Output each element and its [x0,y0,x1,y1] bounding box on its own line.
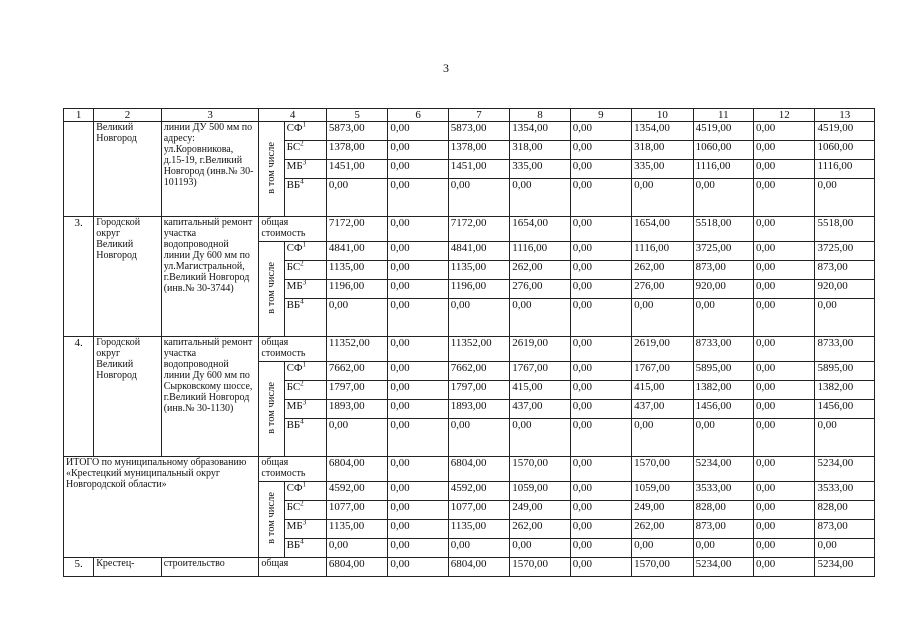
in-total-vertical-label [259,242,284,337]
value-cell: 0,00 [388,400,448,419]
value-cell: 5895,00 [693,362,753,381]
footnote-marker: 2 [300,140,304,148]
object-cell: линии ДУ 500 мм по адресу: ул.Коровникова, д.15-19, г.Великий Новгород (инв.№ 30-101193) [161,122,259,217]
value-cell: 262,00 [510,261,570,280]
value-cell: 1135,00 [326,520,387,539]
financing-table [63,108,875,577]
value-cell: 2619,00 [632,337,693,362]
footnote-marker: 2 [300,500,304,508]
value-cell: 0,00 [326,539,387,558]
value-cell: 0,00 [570,217,631,242]
district-cell: Великий Новгород [94,122,161,217]
value-cell: 1116,00 [815,160,875,179]
funding-code [284,261,326,280]
value-cell: 1797,00 [326,381,387,400]
value-cell: 11352,00 [326,337,387,362]
total-cost-label: общая стоимость [259,337,326,362]
value-cell: 0,00 [754,280,815,299]
value-cell: 0,00 [570,501,631,520]
in-total-text: в том числе [266,141,277,194]
value-cell: 0,00 [388,362,448,381]
value-cell: 1116,00 [510,242,570,261]
value-cell: 0,00 [570,381,631,400]
value-cell: 1797,00 [448,381,509,400]
value-cell: 7662,00 [326,362,387,381]
value-cell: 0,00 [754,381,815,400]
value-cell: 1767,00 [510,362,570,381]
value-cell: 0,00 [632,299,693,337]
value-cell: 8733,00 [693,337,753,362]
footnote-marker: 1 [302,361,307,369]
value-cell: 0,00 [570,261,631,280]
value-cell: 437,00 [632,400,693,419]
value-cell: 1893,00 [326,400,387,419]
footnote-marker: 3 [302,159,307,167]
value-cell: 5518,00 [693,217,753,242]
value-cell: 1893,00 [448,400,509,419]
value-cell: 1135,00 [326,261,387,280]
value-cell: 1116,00 [632,242,693,261]
value-cell: 1654,00 [510,217,570,242]
funding-code-label: МБ [286,520,303,532]
value-cell: 1451,00 [448,160,509,179]
value-cell: 6804,00 [448,558,509,577]
funding-code-label: СФ [286,242,303,254]
column-number: 4 [259,109,326,122]
value-cell: 0,00 [754,242,815,261]
value-cell: 0,00 [510,539,570,558]
column-number: 7 [448,109,509,122]
footnote-marker: 1 [302,241,307,249]
footnote-marker: 1 [302,481,307,489]
column-number-row [64,109,875,122]
value-cell: 1196,00 [326,280,387,299]
in-total-text: в том числе [266,492,277,544]
funding-code-label: МБ [286,280,303,292]
footnote-marker: 2 [300,380,304,388]
column-number: 13 [815,109,875,122]
value-cell: 318,00 [632,141,693,160]
footnote-marker: 3 [302,279,307,287]
value-cell: 0,00 [388,558,448,577]
funding-code [284,160,326,179]
funding-code-label: ВБ [286,419,301,431]
value-cell: 0,00 [570,337,631,362]
value-cell: 0,00 [570,520,631,539]
value-cell: 276,00 [510,280,570,299]
value-cell: 0,00 [388,179,448,217]
value-cell: 1382,00 [815,381,875,400]
value-cell: 0,00 [570,539,631,558]
funding-code [284,179,326,217]
value-cell: 0,00 [326,299,387,337]
value-cell: 1654,00 [632,217,693,242]
value-cell: 4519,00 [815,122,875,141]
value-cell: 0,00 [510,299,570,337]
value-cell: 873,00 [693,520,753,539]
funding-code [284,122,326,141]
value-cell: 1570,00 [632,457,693,482]
column-number: 1 [64,109,94,122]
value-cell: 0,00 [388,299,448,337]
value-cell: 920,00 [815,280,875,299]
district-cell: Городской округ Великий Новгород [94,337,161,457]
row-number: 3. [64,217,94,337]
column-number: 8 [510,109,570,122]
value-cell: 0,00 [754,261,815,280]
value-cell: 0,00 [632,539,693,558]
value-cell: 0,00 [754,457,815,482]
value-cell: 1060,00 [815,141,875,160]
value-cell: 6804,00 [448,457,509,482]
value-cell: 0,00 [815,419,875,457]
value-cell: 1570,00 [510,457,570,482]
value-cell: 828,00 [815,501,875,520]
funding-code [284,400,326,419]
value-cell: 0,00 [754,558,815,577]
value-cell: 262,00 [632,520,693,539]
value-cell: 0,00 [570,280,631,299]
value-cell: 4592,00 [326,482,387,501]
table-row [64,217,875,242]
value-cell: 335,00 [510,160,570,179]
object-cell: капитальный ремонт участка водопроводной линии Ду 600 мм по Сырковскому шоссе, г.Великий Новгород (инв.№ 30-1130) [161,337,259,457]
district-cell: Городской округ Великий Новгород [94,217,161,337]
funding-code-label: БС [286,501,301,513]
value-cell: 0,00 [388,501,448,520]
funding-code-label: БС [286,381,301,393]
funding-code-label: МБ [286,160,303,172]
footnote-marker: 4 [300,538,304,546]
page-number: 3 [443,61,449,75]
funding-code [284,280,326,299]
value-cell: 3533,00 [693,482,753,501]
value-cell: 1570,00 [510,558,570,577]
value-cell: 1135,00 [448,520,509,539]
value-cell: 0,00 [570,122,631,141]
value-cell: 0,00 [570,160,631,179]
value-cell: 0,00 [570,558,631,577]
funding-code-label: СФ [286,122,303,134]
funding-code [284,362,326,381]
value-cell: 1059,00 [632,482,693,501]
value-cell: 276,00 [632,280,693,299]
value-cell: 0,00 [754,141,815,160]
value-cell: 0,00 [448,179,509,217]
value-cell: 0,00 [693,539,753,558]
row-number: 5. [64,558,94,577]
value-cell: 335,00 [632,160,693,179]
funding-code-label: ВБ [286,539,301,551]
value-cell: 1135,00 [448,261,509,280]
funding-code [284,242,326,261]
value-cell: 1456,00 [815,400,875,419]
value-cell: 0,00 [448,539,509,558]
value-cell: 249,00 [510,501,570,520]
total-cost-label: общая [259,558,326,577]
value-cell: 415,00 [510,381,570,400]
row-number [64,122,94,217]
value-cell: 0,00 [326,179,387,217]
value-cell: 437,00 [510,400,570,419]
funding-code [284,381,326,400]
value-cell: 1570,00 [632,558,693,577]
value-cell: 4841,00 [448,242,509,261]
value-cell: 7662,00 [448,362,509,381]
value-cell: 0,00 [570,400,631,419]
value-cell: 1378,00 [326,141,387,160]
district-cell: Крестец- [94,558,161,577]
value-cell: 0,00 [693,179,753,217]
funding-code-label: ВБ [286,299,301,311]
value-cell: 6804,00 [326,457,387,482]
value-cell: 415,00 [632,381,693,400]
value-cell: 873,00 [815,520,875,539]
value-cell: 0,00 [754,337,815,362]
value-cell: 0,00 [754,179,815,217]
value-cell: 0,00 [388,261,448,280]
value-cell: 0,00 [570,362,631,381]
footnote-marker: 3 [302,399,307,407]
value-cell: 0,00 [693,299,753,337]
object-cell: строительство [161,558,259,577]
value-cell: 5895,00 [815,362,875,381]
value-cell: 7172,00 [326,217,387,242]
value-cell: 4519,00 [693,122,753,141]
total-cost-label: общая стоимость [259,457,326,482]
value-cell: 0,00 [815,179,875,217]
footnote-marker: 4 [300,298,304,306]
value-cell: 0,00 [388,280,448,299]
funding-code-label: МБ [286,400,303,412]
value-cell: 1354,00 [632,122,693,141]
funding-code [284,520,326,539]
table-row [64,122,875,141]
value-cell: 0,00 [754,501,815,520]
funding-code-label: ВБ [286,179,301,191]
value-cell: 1196,00 [448,280,509,299]
value-cell: 1354,00 [510,122,570,141]
value-cell: 0,00 [632,179,693,217]
in-total-vertical-label [259,482,284,558]
table-row [64,457,875,482]
value-cell: 318,00 [510,141,570,160]
column-number: 2 [94,109,161,122]
value-cell: 0,00 [754,217,815,242]
value-cell: 0,00 [570,482,631,501]
value-cell: 0,00 [326,419,387,457]
value-cell: 0,00 [448,299,509,337]
column-number: 12 [754,109,815,122]
table-row [64,337,875,362]
value-cell: 0,00 [510,419,570,457]
funding-code-label: СФ [286,362,303,374]
value-cell: 0,00 [448,419,509,457]
footnote-marker: 2 [300,260,304,268]
value-cell: 0,00 [388,457,448,482]
column-number: 9 [570,109,631,122]
value-cell: 0,00 [815,539,875,558]
value-cell: 0,00 [754,160,815,179]
value-cell: 0,00 [693,419,753,457]
value-cell: 0,00 [570,419,631,457]
value-cell: 1378,00 [448,141,509,160]
value-cell: 0,00 [632,419,693,457]
value-cell: 0,00 [388,242,448,261]
value-cell: 0,00 [388,520,448,539]
value-cell: 5234,00 [693,558,753,577]
value-cell: 0,00 [754,299,815,337]
value-cell: 0,00 [754,482,815,501]
funding-code [284,539,326,558]
funding-code-label: БС [286,261,301,273]
value-cell: 4841,00 [326,242,387,261]
value-cell: 0,00 [388,122,448,141]
value-cell: 5873,00 [448,122,509,141]
value-cell: 0,00 [388,539,448,558]
value-cell: 1077,00 [326,501,387,520]
value-cell: 249,00 [632,501,693,520]
value-cell: 1767,00 [632,362,693,381]
value-cell: 2619,00 [510,337,570,362]
value-cell: 0,00 [388,160,448,179]
funding-code-label: БС [286,141,301,153]
value-cell: 0,00 [754,400,815,419]
value-cell: 0,00 [388,419,448,457]
funding-code-label: СФ [286,482,303,494]
value-cell: 5873,00 [326,122,387,141]
value-cell: 1456,00 [693,400,753,419]
column-number: 6 [388,109,448,122]
footnote-marker: 1 [302,121,307,129]
value-cell: 11352,00 [448,337,509,362]
value-cell: 0,00 [754,362,815,381]
in-total-text: в том числе [266,381,277,434]
value-cell: 0,00 [570,457,631,482]
value-cell: 3725,00 [815,242,875,261]
value-cell: 920,00 [693,280,753,299]
funding-code [284,299,326,337]
value-cell: 262,00 [510,520,570,539]
value-cell: 828,00 [693,501,753,520]
value-cell: 0,00 [754,539,815,558]
value-cell: 0,00 [388,217,448,242]
column-number: 11 [693,109,753,122]
value-cell: 3725,00 [693,242,753,261]
object-cell: капитальный ремонт участка водопроводной линии Ду 600 мм по ул.Магистральной, г.Великий Новгород (инв.№ 30-3744) [161,217,259,337]
footnote-marker: 4 [300,418,304,426]
funding-code [284,141,326,160]
value-cell: 3533,00 [815,482,875,501]
funding-code [284,482,326,501]
value-cell: 0,00 [754,419,815,457]
value-cell: 5234,00 [815,457,875,482]
value-cell: 0,00 [570,242,631,261]
row-number: 4. [64,337,94,457]
value-cell: 1451,00 [326,160,387,179]
value-cell: 0,00 [570,299,631,337]
value-cell: 0,00 [754,520,815,539]
column-number: 10 [632,109,693,122]
in-total-vertical-label [259,362,284,457]
value-cell: 1060,00 [693,141,753,160]
value-cell: 0,00 [388,381,448,400]
column-number: 3 [161,109,259,122]
value-cell: 0,00 [510,179,570,217]
value-cell: 0,00 [570,179,631,217]
value-cell: 1382,00 [693,381,753,400]
value-cell: 5234,00 [693,457,753,482]
value-cell: 873,00 [815,261,875,280]
funding-code [284,501,326,520]
value-cell: 0,00 [815,299,875,337]
value-cell: 262,00 [632,261,693,280]
value-cell: 4592,00 [448,482,509,501]
value-cell: 5234,00 [815,558,875,577]
in-total-vertical-label [259,122,284,217]
value-cell: 8733,00 [815,337,875,362]
value-cell: 1116,00 [693,160,753,179]
value-cell: 0,00 [388,141,448,160]
total-cost-label: общая стоимость [259,217,326,242]
value-cell: 1059,00 [510,482,570,501]
footnote-marker: 3 [302,519,307,527]
value-cell: 873,00 [693,261,753,280]
total-label: ИТОГО по муниципальному образованию «Крестецкий муниципальный округ Новгородской области» [64,457,259,558]
column-number: 5 [326,109,387,122]
footnote-marker: 4 [300,178,304,186]
value-cell: 0,00 [388,482,448,501]
value-cell: 6804,00 [326,558,387,577]
in-total-text: в том числе [266,261,277,314]
table-row [64,558,875,577]
value-cell: 7172,00 [448,217,509,242]
value-cell: 0,00 [388,337,448,362]
value-cell: 1077,00 [448,501,509,520]
funding-code [284,419,326,457]
value-cell: 0,00 [570,141,631,160]
value-cell: 5518,00 [815,217,875,242]
value-cell: 0,00 [754,122,815,141]
